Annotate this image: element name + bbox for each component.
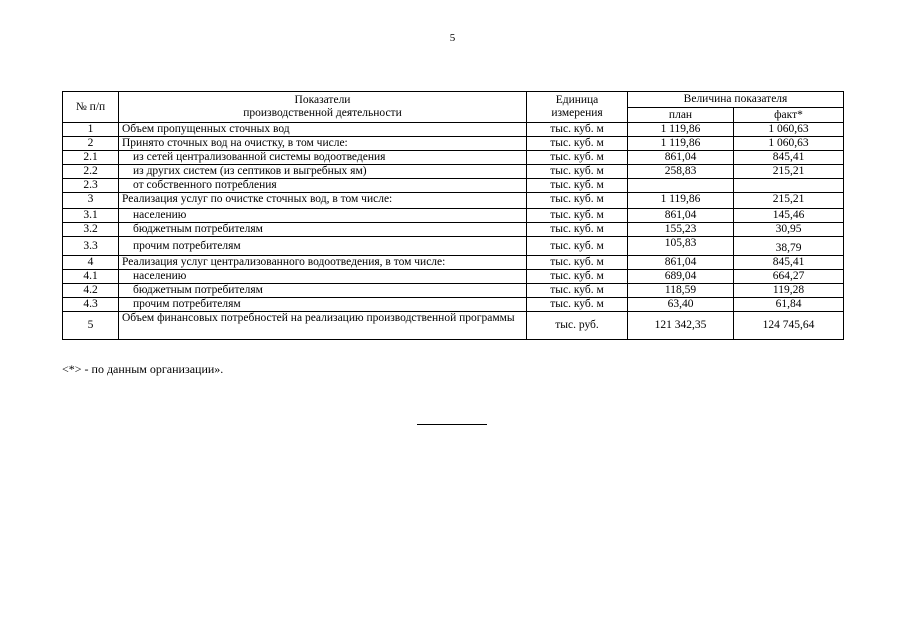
row-plan: 689,04	[628, 270, 734, 284]
row-unit: тыс. куб. м	[527, 193, 628, 209]
row-plan: 1 119,86	[628, 193, 734, 209]
row-fact: 124 745,64	[734, 312, 844, 340]
row-indicator: Объем пропущенных сточных вод	[119, 123, 527, 137]
row-num: 2.3	[63, 179, 119, 193]
table-row	[63, 312, 844, 340]
row-indicator: из сетей централизованной системы водоотведения	[119, 151, 527, 165]
row-unit: тыс. куб. м	[527, 284, 628, 298]
header-unit-line2: измерения	[551, 107, 603, 119]
table-row	[63, 223, 844, 237]
header-value-group: Величина показателя	[628, 92, 844, 108]
row-num: 4	[63, 256, 119, 270]
header-indicator-line2: производственной деятельности	[243, 107, 402, 119]
table-row	[63, 284, 844, 298]
table-row	[63, 193, 844, 209]
row-num: 3.3	[63, 237, 119, 256]
table-row	[63, 151, 844, 165]
table-row	[63, 179, 844, 193]
row-fact: 215,21	[734, 165, 844, 179]
separator-rule	[417, 424, 487, 425]
page-number: 5	[449, 32, 456, 44]
row-plan: 1 119,86	[628, 123, 734, 137]
row-indicator: Реализация услуг по очистке сточных вод, в том числе:	[119, 193, 527, 209]
row-unit: тыс. куб. м	[527, 151, 628, 165]
header-indicator	[119, 92, 527, 123]
header-fact: факт*	[734, 108, 844, 123]
header-unit	[527, 92, 628, 123]
row-fact: 845,41	[734, 256, 844, 270]
row-plan: 63,40	[628, 298, 734, 312]
table-row	[63, 298, 844, 312]
row-plan: 861,04	[628, 151, 734, 165]
row-plan: 121 342,35	[628, 312, 734, 340]
table-row	[63, 209, 844, 223]
row-indicator: Объем финансовых потребностей на реализацию производственной программы	[119, 312, 527, 340]
row-indicator: бюджетным потребителям	[119, 223, 527, 237]
row-fact: 1 060,63	[734, 123, 844, 137]
row-num: 4.1	[63, 270, 119, 284]
row-num: 3	[63, 193, 119, 209]
row-indicator: из других систем (из септиков и выгребных ям)	[119, 165, 527, 179]
table-row	[63, 270, 844, 284]
row-num: 2.1	[63, 151, 119, 165]
row-unit: тыс. куб. м	[527, 223, 628, 237]
row-num: 3.1	[63, 209, 119, 223]
row-plan: 155,23	[628, 223, 734, 237]
row-indicator: населению	[119, 270, 527, 284]
header-num: № п/п	[63, 92, 119, 123]
row-indicator: Принято сточных вод на очистку, в том числе:	[119, 137, 527, 151]
row-plan: 1 119,86	[628, 137, 734, 151]
row-fact	[734, 179, 844, 193]
table-row	[63, 237, 844, 256]
row-fact: 61,84	[734, 298, 844, 312]
row-fact: 845,41	[734, 151, 844, 165]
row-unit: тыс. руб.	[527, 312, 628, 340]
table-row	[63, 256, 844, 270]
row-fact: 1 060,63	[734, 137, 844, 151]
row-fact: 38,79	[734, 237, 844, 256]
row-plan: 118,59	[628, 284, 734, 298]
row-unit: тыс. куб. м	[527, 256, 628, 270]
row-num: 2	[63, 137, 119, 151]
row-unit: тыс. куб. м	[527, 270, 628, 284]
row-num: 3.2	[63, 223, 119, 237]
row-unit: тыс. куб. м	[527, 123, 628, 137]
row-fact: 30,95	[734, 223, 844, 237]
row-indicator: от собственного потребления	[119, 179, 527, 193]
row-unit: тыс. куб. м	[527, 165, 628, 179]
table-row	[63, 165, 844, 179]
row-indicator: прочим потребителям	[119, 298, 527, 312]
row-plan: 861,04	[628, 209, 734, 223]
footnote: <*> - по данным организации».	[62, 362, 224, 376]
row-num: 5	[63, 312, 119, 340]
row-unit: тыс. куб. м	[527, 137, 628, 151]
row-plan: 105,83	[628, 237, 734, 256]
row-num: 1	[63, 123, 119, 137]
row-fact: 145,46	[734, 209, 844, 223]
row-unit: тыс. куб. м	[527, 237, 628, 256]
header-plan: план	[628, 108, 734, 123]
row-indicator: бюджетным потребителям	[119, 284, 527, 298]
table-row	[63, 137, 844, 151]
row-num: 2.2	[63, 165, 119, 179]
row-fact: 664,27	[734, 270, 844, 284]
row-plan	[628, 179, 734, 193]
row-indicator: прочим потребителям	[119, 237, 527, 256]
indicators-table	[62, 91, 844, 340]
row-unit: тыс. куб. м	[527, 209, 628, 223]
table-row	[63, 123, 844, 137]
row-fact: 215,21	[734, 193, 844, 209]
header-unit-line1: Единица	[555, 94, 599, 106]
row-fact: 119,28	[734, 284, 844, 298]
row-num: 4.3	[63, 298, 119, 312]
row-indicator: Реализация услуг централизованного водоотведения, в том числе:	[119, 256, 527, 270]
row-plan: 258,83	[628, 165, 734, 179]
row-unit: тыс. куб. м	[527, 179, 628, 193]
row-plan: 861,04	[628, 256, 734, 270]
row-num: 4.2	[63, 284, 119, 298]
header-indicator-line1: Показатели	[294, 94, 351, 106]
row-indicator: населению	[119, 209, 527, 223]
row-unit: тыс. куб. м	[527, 298, 628, 312]
